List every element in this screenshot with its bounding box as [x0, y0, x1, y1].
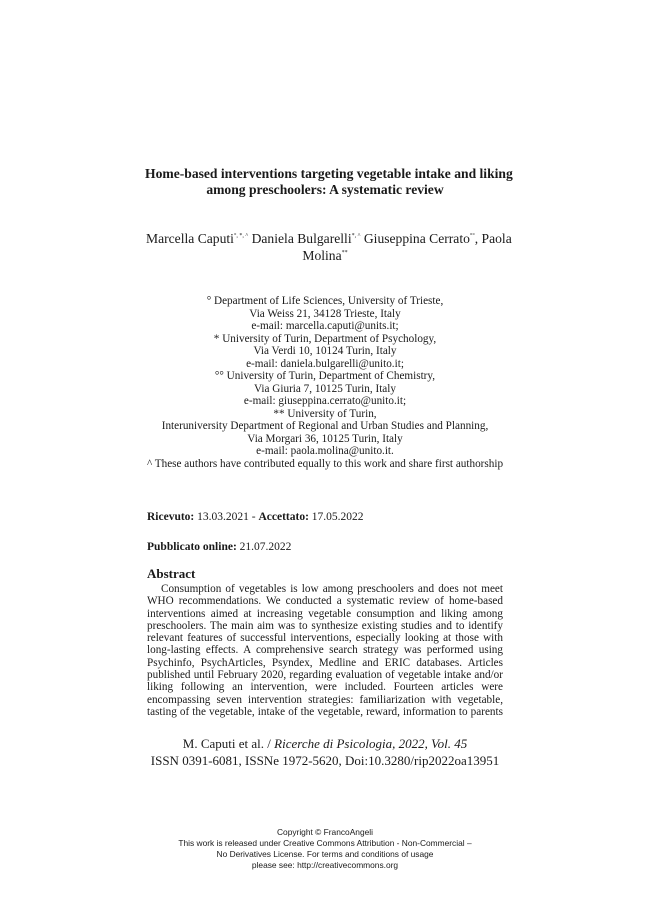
affiliation-line: Interuniversity Department of Regional and Urban Studies and Planning,	[161, 420, 489, 432]
author-name: Marcella Caputi	[146, 231, 234, 246]
published-value: 21.07.2022	[239, 541, 292, 553]
author-line-2	[146, 247, 504, 264]
affiliation-line: ** University of Turin,	[273, 407, 377, 420]
abstract-line: interventions aimed at increasing vegetable consumption and liking among	[147, 607, 503, 620]
abstract-line: long-lasting effects. A comprehensive search strategy was performed using	[147, 644, 503, 657]
affiliation-email: e-mail: paola.molina@unito.it.	[256, 445, 394, 457]
abstract-body	[147, 583, 503, 718]
title-line-1: Home-based interventions targeting vegetable intake and liking	[145, 166, 513, 181]
abstract-line: relevant features of successful interventions, especially looking at those with	[147, 632, 503, 645]
copyright-footer	[145, 827, 505, 871]
affiliation-line: Via Giuria 7, 10125 Turin, Italy	[254, 382, 396, 395]
author-name: Molina	[302, 248, 342, 263]
affiliation-line: * University of Turin, Department of Psychology,	[213, 332, 437, 345]
abstract-line: Consumption of vegetables is low among preschoolers and does not meet	[161, 583, 503, 595]
affiliation-email: e-mail: giuseppina.cerrato@unito.it;	[243, 395, 407, 407]
citation-line-1	[145, 735, 505, 752]
citation-journal: Ricerche di Psicologia, 2022, Vol. 45	[274, 736, 468, 751]
journal-citation	[145, 735, 505, 769]
affiliation-line: Via Verdi 10, 10124 Turin, Italy	[253, 345, 397, 357]
license-url-line: please see: http://creativecommons.org	[251, 860, 399, 870]
published-date	[147, 541, 291, 553]
affiliations	[120, 295, 530, 470]
received-value: 13.03.2021	[197, 511, 249, 523]
author-name: Giuseppina Cerrato	[363, 231, 470, 246]
equal-contribution-note: ^ These authors have contributed equally to this work and share first authorship	[146, 457, 504, 470]
abstract-line: encompassing seven intervention strategies: familiarization with vegetable,	[147, 693, 503, 706]
abstract-line: liking following an intervention, were included. Fourteen articles were	[147, 681, 503, 694]
abstract-line: tasting of the vegetable, intake of the vegetable, reward, information to parents	[147, 705, 503, 718]
accepted-label: Accettato:	[258, 511, 309, 523]
affiliation-email: e-mail: marcella.caputi@units.it;	[251, 320, 399, 332]
paper-title	[145, 166, 513, 198]
accepted-value: 17.05.2022	[311, 511, 364, 523]
author-list	[146, 230, 512, 264]
author-mark: *, ^	[351, 233, 361, 239]
affiliation-line: ° Department of Life Sciences, University of Trieste,	[206, 295, 444, 307]
affiliation-email: e-mail: daniela.bulgarelli@unito.it;	[246, 357, 404, 370]
date-separator: -	[248, 511, 259, 523]
author-mark: °°	[469, 233, 475, 239]
abstract-line: preschoolers. The main aim was to synthesize existing studies and to identify	[147, 619, 503, 632]
affiliation-line: Via Weiss 21, 34128 Trieste, Italy	[249, 307, 401, 320]
received-accepted-dates	[147, 511, 364, 523]
citation-identifiers: ISSN 0391-6081, ISSNe 1972-5620, Doi:10.3280/rip2022oa13951	[150, 753, 500, 768]
copyright-line: Copyright © FrancoAngeli	[276, 827, 373, 837]
citation-authors: M. Caputi et al. /	[182, 736, 275, 751]
published-label: Pubblicato online:	[147, 541, 237, 553]
abstract-line: Psychinfo, PsychArticles, Psyndex, Medline and ERIC databases. Articles	[147, 656, 503, 669]
author-line-1: Marcella Caputi°, *, ^ Daniela Bulgarelli*, ^ Giuseppina Cerrato°°, Paola	[146, 231, 512, 246]
author-mark: **	[341, 250, 348, 256]
abstract-line: published until February 2020, regarding evaluation of vegetable intake and/or	[147, 669, 503, 682]
affiliation-line: °° University of Turin, Department of Chemistry,	[214, 370, 436, 382]
title-line-2: among preschoolers: A systematic review	[206, 182, 444, 197]
author-name: Daniela Bulgarelli	[251, 231, 352, 246]
license-line: No Derivatives License. For terms and conditions of usage	[216, 849, 434, 859]
abstract-line: WHO recommendations. We conducted a systematic review of home-based	[147, 595, 503, 608]
author-mark: °, *, ^	[233, 233, 249, 239]
license-line: This work is released under Creative Commons Attribution - Non-Commercial –	[178, 838, 472, 848]
affiliation-line: Via Morgari 36, 10125 Turin, Italy	[247, 432, 403, 445]
abstract-heading: Abstract	[147, 566, 196, 581]
author-name: Paola	[481, 231, 512, 246]
received-label: Ricevuto:	[147, 511, 195, 523]
